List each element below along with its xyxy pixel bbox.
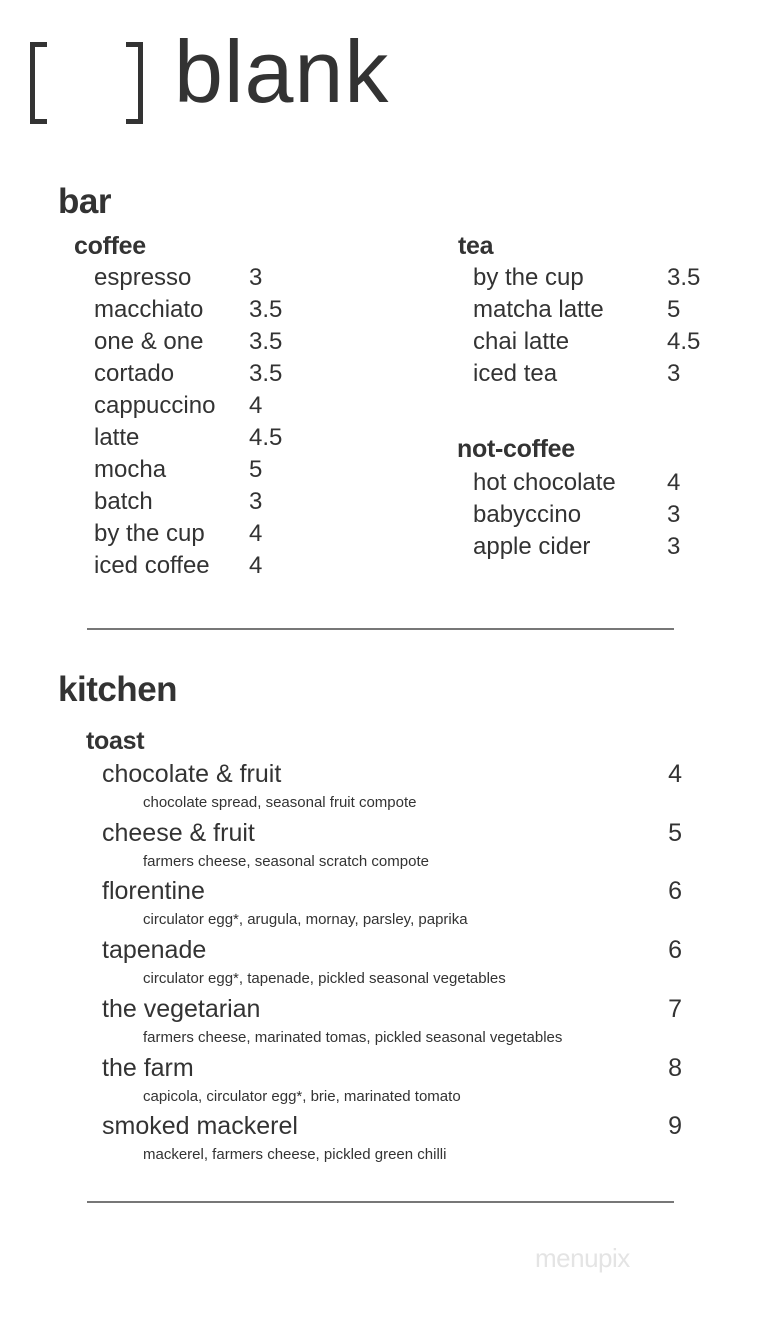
subsection-title-toast: toast — [86, 727, 145, 755]
logo-bracket-open — [30, 42, 47, 124]
divider — [87, 628, 674, 630]
watermark: menupix — [535, 1243, 630, 1273]
logo-word: blank — [174, 22, 390, 121]
subsection-title-tea: tea — [458, 232, 494, 260]
section-title-bar: bar — [58, 182, 111, 221]
logo-bracket-close — [126, 42, 143, 124]
section-title-kitchen: kitchen — [58, 670, 178, 709]
divider — [87, 1201, 674, 1203]
subsection-title-coffee: coffee — [74, 232, 146, 260]
subsection-title-not-coffee: not-coffee — [457, 435, 575, 463]
